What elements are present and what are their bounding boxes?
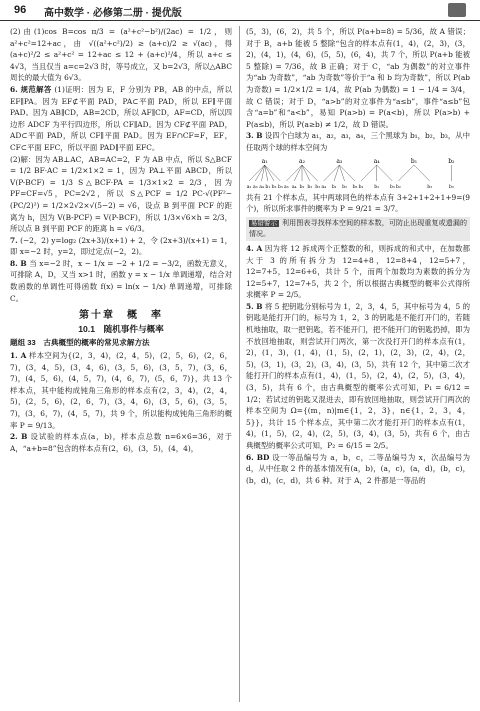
tree-leaf-label: a₃ [252,184,258,190]
answer-paragraph: 5. B 将 5 把钥匙分别标号为 1，2，3，4，5，其中标号为 4，5 的钥匙是能打开门的，标号为 1，2，3 的钥匙是不能打开门的，若随机地抽取，取一把钥匙，若不能开门，把不能开门的钥匙扔掉，即为不放回地抽取，则尝试开门两次，第一次没打开门的样本点有(1，2)，(1，3)，(1，4)，(1，5)，(2，1)，(2，3)，(2，4)，(2，5)，(3，1)，(3，2)，(3，4)，(3，5)，共有 12 个，其中第二次才能打开门的样本点有(1，4)，(1，5)，(2，4)，(2，5)，(3，4)，(3，5)，共有 6 个，由古典概型的概率公式可知，P₁ = 6/12 = 1/2；若试过的钥匙又混进去，即有放回地抽取，则尝试开门两次的样本空间为 Ω={(m，n)|m∈{1，2，3}，n∈{1，2，3，4，5}}，共计 15 个样本点，其中第二次才能打开门的样本点有(1，4)，(1，5)，(2，4)，(2，5)，(3，4)，(3，5)，共有 6 个，由古典概型的概率公式可知，P₂ = 6/15 = 2/5。 [246,301,470,450]
tree-leaf-label: b₃ [427,184,433,190]
tree-leaf-label: a₃ [284,184,289,190]
tree-leaf-label: b₃ [389,184,395,190]
right-column [246,26,470,486]
tree-root-label: b₂ [448,157,455,165]
tree-leaf-label: b₂ [271,184,277,190]
tree-branch [414,165,430,181]
answer-paragraph: (2)由(1)cos B=cos π/3 = (a²+c²−b²)/(2ac) = 1/2，则 a²+c²=12+ac，由 √((a²+c²)/2) ≥ (a+c)/2 ≥ √(ac)，得 (a+c)²/2 ≤ a²+c² = 12+ac ≤ 12 + (a+c)²/4，所以 a+c ≤ 4√3，当且仅当 a=c=2√3 时，等号成立，又 b=2√3，所以△ABC 周长的最大值为 6√3。 [10,27,232,83]
tree-branch [294,165,302,181]
tree-leaf-label: a₄ [259,184,264,190]
answer-paragraph: 8. B 当 x=−2 时，x − 1/x = −2 + 1/2 = −3/2，函数无意义，可排除 A，D，又当 x>1 时，函数 y = x − 1/x 单调递增，结合对数函数的单调性可得函数 f(x) = ln(x − 1/x) 单调递增，可排除 C。 [10,258,232,303]
tree-leaf-label: b₂ [307,184,313,190]
section-title: 10.1 随机事件与概率 [78,323,164,334]
answer-paragraph: 3. B 设四个白球为 a₁，a₂，a₃，a₄，三个黑球为 b₁，b₂，b₃，从中任取两个球的样本空间为 [246,131,470,152]
tip-label: 易错警示 [251,219,278,227]
tree-root-label: b₁ [410,157,418,165]
topic-title: 题组 33 古典概型的概率的常见求解方法 [10,338,150,348]
answer-paragraph: 7. (−2，2) y=log₂ (2x+3)/(x+1) + 2，令 (2x+3)/(x+1) = 1，即 x=−2 时，y=2，即过定点(−2，2)。 [10,235,232,257]
answer-paragraph: 4. A 因为将 12 拆成两个正整数的和，则拆成的和式中，在加数都大于 3 的所有拆分为 12=4+8，12=8+4，12=5+7，12=7+5，12=6+6，共计 5 个，而两个加数均为素数的拆分为 12=5+7，12=7+5，共 2 个，所以根据古典概型的概率公式得所求概率 P = 2/5。 [246,243,470,300]
publisher-logo-icon [448,3,466,17]
tree-root-label: a₄ [373,157,380,165]
tree-branch [339,165,355,181]
tree-branch [377,165,393,181]
page-number: 96 [14,4,27,16]
tree-root-label: a₂ [299,157,305,165]
page-header [0,0,480,21]
answer-paragraph: 共有 21 个样本点，其中两球同色的样本点有 3+2+1+2+1+9=(9 个)，所以所求事件的概率为 P = 9/21 = 3/7。 [246,192,470,214]
answer-paragraph: 1. A 样本空间为{(2，3，4)，(2，4，5)，(2，5，6)，(2，6，7)，(3，4，5)，(3，4，6)，(3，5，6)，(3，5，7)，(3，6，7)，(4，5，6)，(4，5，7)，(4，6，7)，(5，6，7)}，共 13 个样本点，其中能构成钝角三角形的样本点有(2，3，4)，(2，4，5)，(2，5，6)，(2，6，7)，(3，4，6)，(3，5，6)，(3，5，7)，(3，6，7)，(4，5，7)，共 9 个，所以能构成钝角三角形的概率 P = 9/13。 [10,351,232,430]
tree-leaf-label: b₁ [265,184,271,190]
tree-branch [324,165,340,181]
tree-leaf-label: b₁ [358,184,364,190]
tree-leaf-label: b₃ [352,184,358,190]
tree-branch [361,165,377,181]
chapter-title: 第十章 概 率 [79,310,163,322]
sample-space-tree [246,156,470,190]
column-divider [239,26,240,702]
answer-paragraph: (5，3)，(6，2)，共 5 个，所以 P(a+b=8) = 5/36，故 A 错误；对于 B，a+b 能被 5 整除“包含的样本点有(1，4)，(2，3)，(3，2)，(4，1)，(4，6)，(5，5)，(6，4)，共 7 个，所以 P(a+b 能被 5 整除) = 7/36，故 B 正确；对于 C，“ab 为偶数”的对立事件为“ab 为奇数”，“ab 为奇数”等价于“a 和 b 均为奇数”，所以 P(ab 为奇数) = 1/2×1/2 = 1/4，故 P(ab 为偶数) = 1 − 1/4 = 3/4，故 C 错误；对于 D，“a>b”的对立事件为“a≤b”，事件“a≤b”包含“a=b”和“a<b”，易知 P(a>b) = P(a<b)，所以 P(a>b) + P(a≤b)，所以 P(a≥b) ≠ 1/2，故 D 错误。 [246,27,470,129]
answer-paragraph: 2. B 设试验的样本点(a，b)，样本点总数 n=6×6=36，对于 A，“a+b=8”包含的样本点有(2，6)，(3，5)，(4，4)， [10,432,232,453]
tree-leaf-label: a₂ [246,184,252,190]
left-column [10,26,232,454]
tree-branch [398,165,414,181]
tree-leaf-label: b₁ [299,184,305,190]
tree-leaf-label: b₂ [342,184,347,190]
tree-leaf-label: b₂ [395,184,401,190]
tree-leaf-label: a₄ [321,184,326,190]
book-title: 高中数学 · 必修第二册 · 提优版 [44,8,182,19]
tree-branch [302,165,318,181]
tree-leaf-label: b₂ [374,184,380,190]
tree-leaf-label: b₃ [315,184,321,190]
answer-paragraph: 6. BD 设一等品编号为 a，b，c，二等品编号为 x，次品编号为 d，从中任取 2 件的基本情况有(a，b)，(a，c)，(a，d)，(b，c)，(b，d)，(c，d)，共 6 种。对于 A，2 件都是一等品的 [246,452,470,485]
tree-branch [286,165,302,181]
tree-diagram [246,156,470,190]
answer-paragraph: (2)解：因为 AB⊥AC，AB=AC=2，F 为 AB 中点，所以 S△BCF = 1/2 BF·AC = 1/2×1×2 = 1，因为 PA⊥平面 ABCD，所以 V(P-BCF) = 1/3 S△BCF·PA = 1/3×1×2 = 2/3，因为 PF=CF=√5，PC=2√2，所以 S△PCF = 1/2 PC·√(PF²−(PC/2)²) = 1/2×2√2×√(5−2) = √6，设点 B 到平面 PCF 的距离为 h，因为 V(B-PCF) = V(P-BCF)，所以 1/3×√6×h = 2/3，所以点 B 到平面 PCF 的距离 h = √6/3。 [10,154,232,234]
tree-leaf-label: b₁ [331,184,337,190]
tree-leaf-label: b₃ [277,184,283,190]
tree-branch [302,165,310,181]
tree-leaf-label: a₄ [291,184,297,190]
tip-box [246,217,470,241]
tree-root-label: a₃ [336,157,343,165]
answer-paragraph: 6. 规范解答 (1)证明：因为 E，F 分别为 PB，AB 的中点，所以 EF∥PA。因为 EF⊄平面 PAD，PA⊂平面 PAD，所以 EF∥平面 PAD。因为 AB∥CD，AB=2CD，所以 AF∥CD，AF=CD，所以四边形 ADCF 为平行四边形，所以 CF∥AD。因为 CF⊄平面 PAD，AD⊂平面 PAD，所以 CF∥平面 PAD。因为 EF∩CF=F，EF，CF⊂平面 EFC，所以平面 PAD∥平面 EFC。 [10,84,232,152]
tree-leaf-label: b₃ [448,184,454,190]
tip-text: 利用图表寻找样本空间的样本数，可防止出现重复或遗漏的情况。 [249,218,468,239]
tree-root-label: a₁ [261,157,268,165]
